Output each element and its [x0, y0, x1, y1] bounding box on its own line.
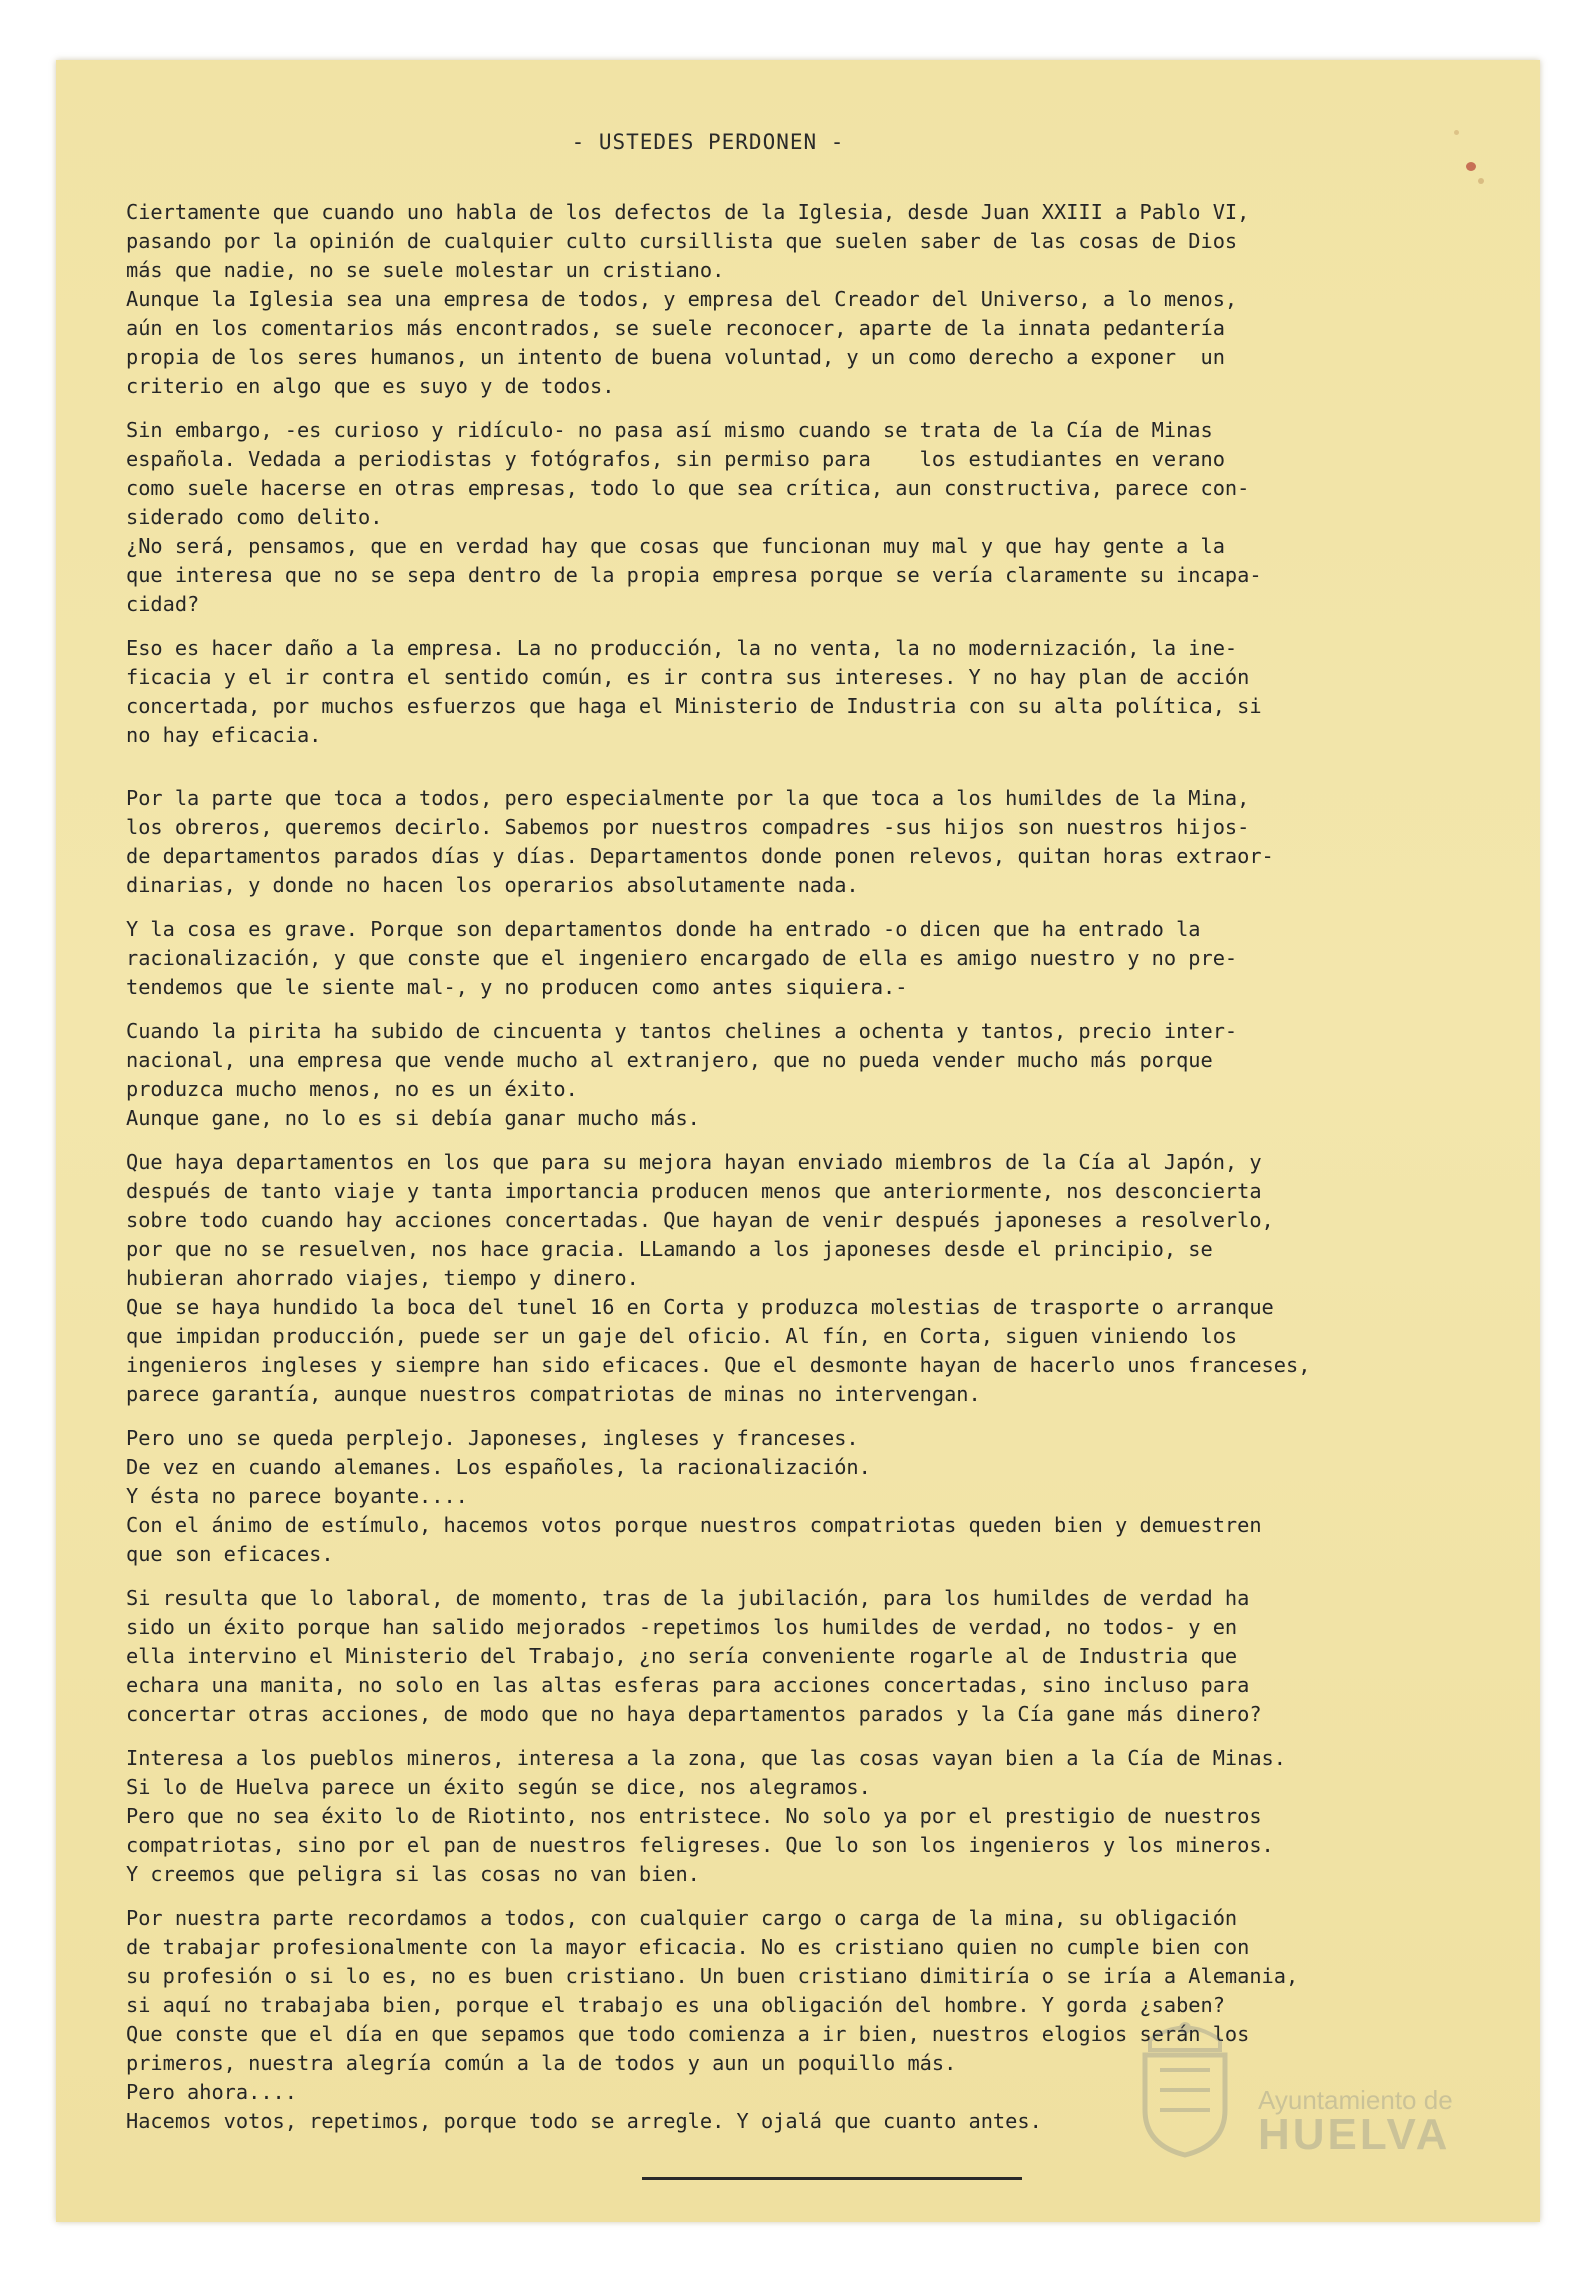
paragraph: Interesa a los pueblos mineros, interesa a la zona, que las cosas vayan bien a la Cía de Minas. Si lo de Huelva parece un éxito según se dice, nos alegramos. Pero que no sea éxito lo de Riotinto, nos entristece. No solo ya por el prestigio de nuestros compatriotas, sino por el pan de nuestros feligreses. Que lo son los ingenieros y los mineros. Y creemos que peligra si las cosas no van bien.: [126, 1746, 1286, 1886]
paragraph: Eso es hacer daño a la empresa. La no producción, la no venta, la no modernización, la ine- ficacia y el ir contra el sentido común, es ir contra sus intereses. Y no hay plan de acción concertada, por muchos esfuerzos que haga el Ministerio de Industria con su alta política, si no hay eficacia.: [126, 636, 1262, 747]
paragraph: Si resulta que lo laboral, de momento, tras de la jubilación, para los humildes de verdad ha sido un éxito porque han salido mejorados -repetimos los humildes de verdad, no todos- y en ella intervino el Ministerio del Trabajo, ¿no sería conveniente rogarle al de Industria que echara una manita, no solo en las altas esferas para acciones concertadas, sino incluso para concertar otras acciones, de modo que no haya departamentos parados y la Cía gane más dinero?: [126, 1586, 1262, 1726]
paragraph: Por la parte que toca a todos, pero especialmente por la que toca a los humildes de la Mina, los obreros, queremos decirlo. Sabemos por nuestros compadres -sus hijos son nuestros hijos- de departamentos parados días y días. Departamentos donde ponen relevos, quitan horas extraor- dinarias, y donde no hacen los operarios absolutamente nada.: [126, 786, 1274, 897]
watermark-line-2: HUELVA: [1258, 2110, 1451, 2159]
archive-watermark: [1130, 2010, 1490, 2160]
closing-rule: [642, 2177, 1022, 2180]
paragraph: Y la cosa es grave. Porque son departamentos donde ha entrado -o dicen que ha entrado la racionalización, y que conste que el ingeniero encargado de ella es amigo nuestro y no pre- tendemos que le siente mal-, y no producen como antes siquiera.-: [126, 917, 1238, 999]
paper-stain: [1478, 178, 1484, 184]
document-title: - USTEDES PERDONEN -: [571, 130, 845, 154]
paper-sheet: [56, 60, 1540, 2222]
paragraph: Cuando la pirita ha subido de cincuenta y tantos chelines a ochenta y tantos, precio inter- nacional, una empresa que vende mucho al extranjero, que no pueda vender mucho más porque produzca mucho menos, no es un éxito. Aunque gane, no lo es si debía ganar mucho más.: [126, 1019, 1238, 1130]
coat-of-arms-icon: [1130, 2010, 1240, 2160]
paragraph: Que haya departamentos en los que para su mejora hayan enviado miembros de la Cía al Japón, y después de tanto viaje y tanta importancia producen menos que anteriormente, nos desconcierta sobre todo cuando hay acciones concertadas. Que hayan de venir después japoneses a resolverlo, por que no se resuelven, nos hace gracia. LLamando a los japoneses desde el principio, se hubieran ahorrado viajes, tiempo y dinero. Que se haya hundido la boca del tunel 16 en Corta y produzca molestias de trasporte o arranque que impidan producción, puede ser un gaje del oficio. Al fín, en Corta, siguen viniendo los ingenieros ingleses y siempre han sido eficaces. Que el desmonte hayan de hacerlo unos franceses, parece garantía, aunque nuestros compatriotas de minas no intervengan.: [126, 1150, 1311, 1406]
paragraph: Ciertamente que cuando uno habla de los defectos de la Iglesia, desde Juan XXIII a Pablo VI, pasando por la opinión de cualquier culto cursillista que suelen saber de las cosas de Dios más que nadie, no se suele molestar un cristiano. Aunque la Iglesia sea una empresa de todos, y empresa del Creador del Universo, a lo menos, aún en los comentarios más encontrados, se suele reconocer, aparte de la innata pedantería propia de los seres humanos, un intento de buena voluntad, y un como derecho a exponer un criterio en algo que es suyo y de todos.: [126, 200, 1250, 398]
paragraph: Pero uno se queda perplejo. Japoneses, ingleses y franceses. De vez en cuando alemanes. Los españoles, la racionalización. Y ésta no parece boyante.... Con el ánimo de estímulo, hacemos votos porque nuestros compatriotas queden bien y demuestren que son eficaces.: [126, 1426, 1262, 1566]
document-body: [126, 198, 1520, 2151]
paragraph: Sin embargo, -es curioso y ridículo- no pasa así mismo cuando se trata de la Cía de Minas española. Vedada a periodistas y fotógrafos, sin permiso para los estudiantes en verano como suele hacerse en otras empresas, todo lo que sea crítica, aun constructiva, parece con- siderado como delito. ¿No será, pensamos, que en verdad hay que cosas que funcionan muy mal y que hay gente a la que interesa que no se sepa dentro de la propia empresa porque se vería claramente su incapa- cidad?: [126, 418, 1262, 616]
watermark-line-1: Ayuntamiento de: [1258, 2085, 1453, 2115]
paper-stain: [1466, 162, 1476, 171]
paragraph: Por nuestra parte recordamos a todos, con cualquier cargo o carga de la mina, su obligación de trabajar profesionalmente con la mayor eficacia. No es cristiano quien no cumple bien con su profesión o si lo es, no es buen cristiano. Un buen cristiano dimitiría o se iría a Alemania, si aquí no trabajaba bien, porque el trabajo es una obligación del hombre. Y gorda ¿saben? Que conste que el día en que sepamos que todo comienza a ir bien, nuestros elogios serán los primeros, nuestra alegría común a la de todos y aun un poquillo más. Pero ahora.... Hacemos votos, repetimos, porque todo se arregle. Y ojalá que cuanto antes.: [126, 1906, 1299, 2133]
